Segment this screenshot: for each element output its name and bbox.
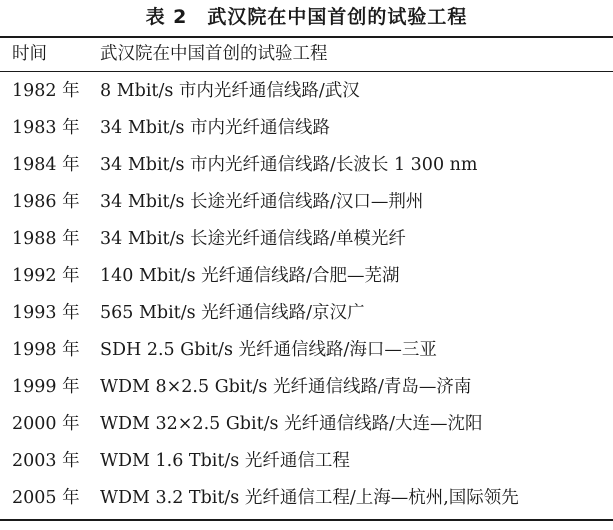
year-cell: 1998 年: [12, 340, 80, 360]
year-cell: 1992 年: [12, 266, 80, 286]
table-row: [0, 295, 613, 332]
year-cell: 1983 年: [12, 118, 80, 138]
table-caption: [0, 4, 613, 30]
table-row: [0, 147, 613, 184]
project-cell: SDH 2.5 Gbit/s 光纤通信线路/海口—三亚: [100, 340, 437, 360]
table-row: [0, 480, 613, 517]
project-cell: 34 Mbit/s 长途光纤通信线路/汉口—荆州: [100, 192, 424, 212]
year-cell: 2005 年: [12, 488, 80, 508]
project-cell: WDM 1.6 Tbit/s 光纤通信工程: [100, 451, 350, 471]
bottom-rule: [0, 519, 613, 521]
year-cell: 1986 年: [12, 192, 80, 212]
table-row: [0, 110, 613, 147]
table-number: 表 2: [145, 6, 188, 28]
year-cell: 2003 年: [12, 451, 80, 471]
header-rule: [0, 71, 613, 72]
header-project: 武汉院在中国首创的试验工程: [100, 44, 328, 64]
project-cell: 8 Mbit/s 市内光纤通信线路/武汉: [100, 81, 360, 101]
project-cell: WDM 32×2.5 Gbit/s 光纤通信线路/大连—沈阳: [100, 414, 483, 434]
table-row: [0, 332, 613, 369]
year-cell: 1984 年: [12, 155, 80, 175]
project-cell: WDM 8×2.5 Gbit/s 光纤通信线路/青岛—济南: [100, 377, 472, 397]
project-cell: 34 Mbit/s 市内光纤通信线路: [100, 118, 331, 138]
table-row: [0, 443, 613, 480]
table-row: [0, 406, 613, 443]
table-row: [0, 221, 613, 258]
table-row: [0, 73, 613, 110]
project-cell: 565 Mbit/s 光纤通信线路/京汉广: [100, 303, 365, 323]
year-cell: 1993 年: [12, 303, 80, 323]
year-cell: 1999 年: [12, 377, 80, 397]
project-cell: 140 Mbit/s 光纤通信线路/合肥—芜湖: [100, 266, 400, 286]
table-header: [0, 38, 613, 71]
project-cell: 34 Mbit/s 市内光纤通信线路/长波长 1 300 nm: [100, 155, 478, 175]
year-cell: 1982 年: [12, 81, 80, 101]
year-cell: 1988 年: [12, 229, 80, 249]
project-cell: 34 Mbit/s 长途光纤通信线路/单模光纤: [100, 229, 406, 249]
table-body: [0, 73, 613, 517]
project-cell: WDM 3.2 Tbit/s 光纤通信工程/上海—杭州,国际领先: [100, 488, 519, 508]
header-time: 时间: [12, 44, 47, 64]
year-cell: 2000 年: [12, 414, 80, 434]
table-row: [0, 184, 613, 221]
table-row: [0, 369, 613, 406]
table-row: [0, 258, 613, 295]
table-title: 武汉院在中国首创的试验工程: [207, 6, 468, 28]
